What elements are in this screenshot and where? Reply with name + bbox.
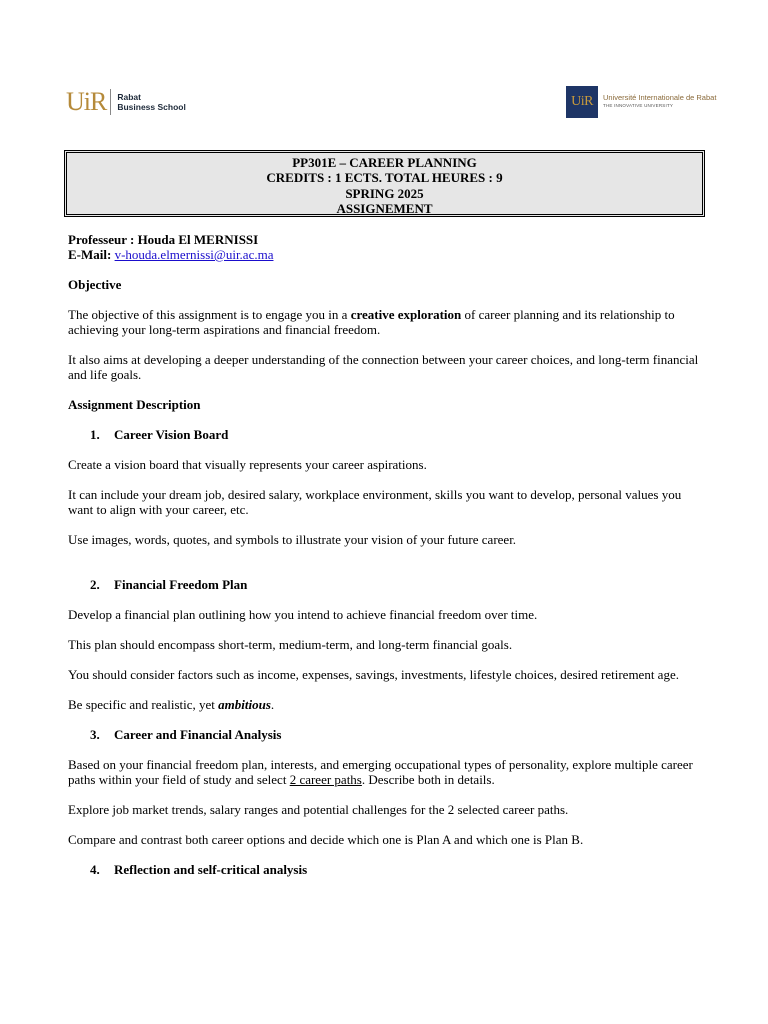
objective-heading: Objective	[68, 277, 122, 292]
section-title: Career and Financial Analysis	[114, 727, 282, 742]
rbs-logo-text	[117, 92, 186, 112]
uir-logo-box: UiR	[566, 86, 598, 118]
text-run: of career planning and its relationship to achieving your long-term aspirations and financial freedom.	[68, 307, 675, 337]
text-run: Be specific and realistic, yet	[68, 697, 219, 712]
section-2-paragraph-3: You should consider factors such as income, expenses, savings, investments, lifestyle choices, desired retirement age.	[68, 667, 679, 682]
email-line	[68, 247, 708, 262]
emphasis-underline: 2 career paths	[289, 772, 362, 787]
uir-logo-mark: UiR	[66, 87, 107, 116]
professor-name: Houda El MERNISSI	[137, 232, 259, 247]
uir-logo-line2: THE INNOVATIVE UNIVERSITY	[603, 103, 674, 108]
course-title: PP301E – CAREER PLANNING	[292, 155, 477, 170]
section-3-heading	[68, 727, 708, 742]
document-body	[68, 232, 708, 877]
uir-university-logo	[566, 86, 716, 118]
section-title: Career Vision Board	[114, 427, 229, 442]
section-1-paragraph-1: Create a vision board that visually represents your career aspirations.	[68, 457, 427, 472]
section-number: 2.	[90, 577, 100, 592]
section-2-paragraph-4	[68, 697, 708, 712]
text-run: The objective of this assignment is to engage you in a	[68, 307, 351, 322]
section-number: 3.	[90, 727, 100, 742]
section-2-paragraph-2: This plan should encompass short-term, medium-term, and long-term financial goals.	[68, 637, 513, 652]
professor-label: Professeur :	[68, 232, 138, 247]
rabat-business-school-logo	[66, 86, 186, 118]
course-credits: CREDITS : 1 ECTS. TOTAL HEURES : 9	[266, 170, 503, 186]
section-2-heading	[68, 577, 708, 592]
section-2-paragraph-1: Develop a financial plan outlining how you intend to achieve financial freedom over time.	[68, 607, 538, 622]
rbs-line1: Rabat	[117, 92, 141, 102]
section-1-paragraph-3: Use images, words, quotes, and symbols to illustrate your vision of your future career.	[68, 532, 517, 547]
emphasis-bold: creative exploration	[350, 307, 462, 322]
text-run: . Describe both in details.	[361, 772, 495, 787]
objective-paragraph-2: It also aims at developing a deeper understanding of the connection between your career choices, and long-term financial and life goals.	[68, 352, 699, 382]
section-3-paragraph-3: Compare and contrast both career options and decide which one is Plan A and which one is Plan B.	[68, 832, 584, 847]
text-run: Based on your financial freedom plan, interests, and emerging occupational types of personality, explore multiple career paths within your field of study and select	[68, 757, 693, 787]
section-title: Financial Freedom Plan	[114, 577, 248, 592]
uir-logo-text	[603, 94, 716, 110]
course-header-box	[64, 150, 705, 217]
section-number: 4.	[90, 862, 100, 877]
text-run: .	[270, 697, 275, 712]
section-number: 1.	[90, 427, 100, 442]
section-3-paragraph-1	[68, 757, 708, 787]
section-4-heading	[68, 862, 708, 877]
assignment-heading: Assignment Description	[68, 397, 201, 412]
section-3-paragraph-2: Explore job market trends, salary ranges and potential challenges for the 2 selected career paths.	[68, 802, 569, 817]
section-title: Reflection and self-critical analysis	[114, 862, 308, 877]
document-type: ASSIGNEMENT	[336, 201, 433, 217]
section-1-paragraph-2: It can include your dream job, desired salary, workplace environment, skills you want to develop, personal values you want to align with your career, etc.	[68, 487, 682, 517]
email-link[interactable]: v-houda.elmernissi@uir.ac.ma	[114, 247, 274, 262]
uir-logo-line1: Université Internationale de Rabat	[603, 93, 717, 102]
course-term: SPRING 2025	[345, 185, 424, 201]
professor-line	[68, 232, 708, 247]
rbs-line2: Business School	[117, 102, 186, 112]
section-1-heading	[68, 427, 708, 442]
email-label: E-Mail:	[68, 247, 115, 262]
logo-divider	[110, 89, 111, 115]
objective-paragraph-1	[68, 307, 708, 337]
emphasis-bold-italic: ambitious	[218, 697, 271, 712]
